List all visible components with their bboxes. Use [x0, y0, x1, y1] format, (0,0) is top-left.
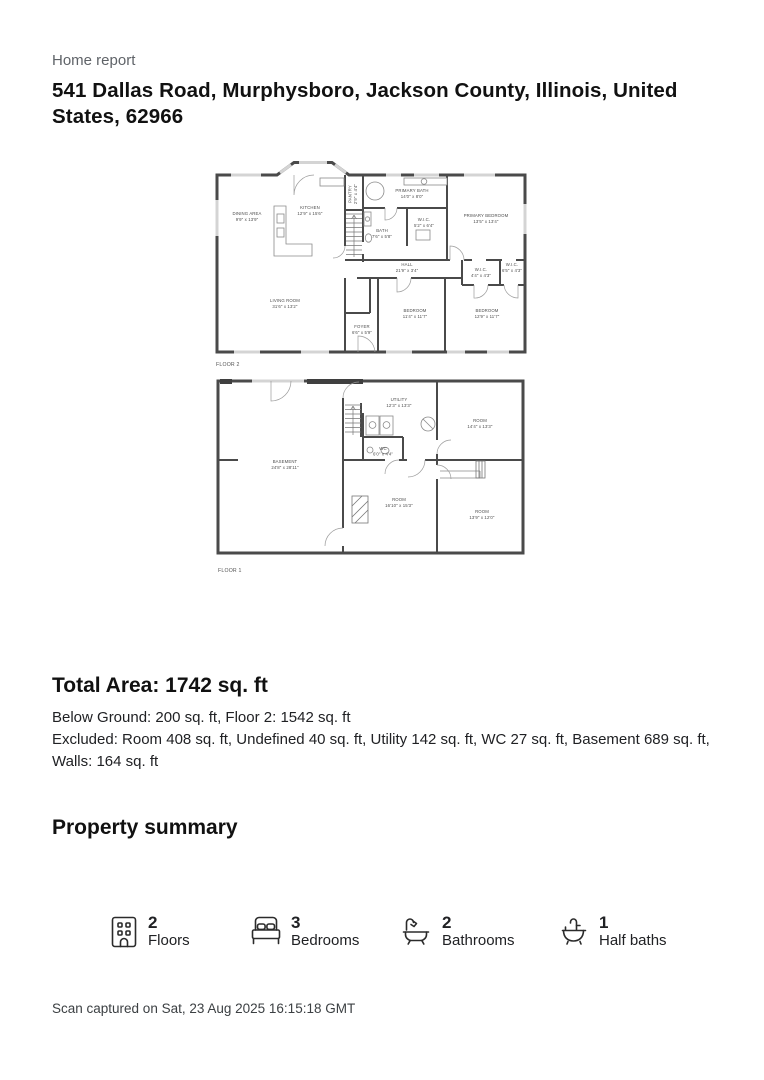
summary-value: 2	[442, 913, 452, 932]
building-icon	[111, 916, 138, 948]
bathtub-icon	[402, 916, 432, 947]
floor1-room-labels	[271, 397, 495, 520]
room-label-dims: 7'6" x 5'8"	[371, 234, 393, 239]
floor2-windows	[217, 163, 525, 353]
floor1-label: FLOOR 1	[218, 568, 242, 574]
room-label-dims: 12'3" x 13'3"	[386, 403, 412, 408]
floor1-plan	[218, 381, 523, 574]
room-label-dims: 13'5" x 13'4"	[473, 219, 499, 224]
room-label-name: W.I.C.	[417, 217, 431, 222]
room-label-dims: 13'9" x 12'0"	[469, 515, 495, 520]
summary-text	[291, 913, 359, 950]
area-excluded: Excluded: Room 408 sq. ft, Undefined 40 sq. ft, Utility 142 sq. ft, WC 27 sq. ft, Basement 689 sq. ft, Walls: 164 sq. ft	[52, 731, 710, 770]
area-breakdown: Below Ground: 200 sq. ft, Floor 2: 1542 sq. ft	[52, 709, 351, 726]
room-label-dims: 31'6" x 13'2"	[272, 304, 298, 309]
bed-icon	[251, 916, 281, 946]
room-label-dims: 14'0" x 8'0"	[400, 194, 424, 199]
summary-item-half-baths	[559, 913, 667, 950]
room-label-dims: 6'5" x 4'3"	[501, 268, 523, 273]
summary-text	[148, 913, 190, 950]
sink-icon	[559, 916, 589, 947]
property-summary-title: Property summary	[52, 816, 238, 839]
room-label-name: HALL	[401, 262, 413, 267]
summary-value: 3	[291, 913, 301, 932]
summary-item-floors	[111, 913, 190, 950]
report-label: Home report	[52, 52, 136, 69]
room-label-name: ROOM	[475, 509, 489, 514]
room-label-name: WC	[379, 446, 387, 451]
summary-label: Bedrooms	[291, 932, 360, 949]
room-label-dims: 14'4" x 13'3"	[467, 424, 493, 429]
room-label-name: KITCHEN	[300, 205, 320, 210]
floor1-interior-walls	[218, 381, 523, 553]
room-label-dims: 16'10" x 15'3"	[385, 503, 413, 508]
room-label-name: UTILITY	[390, 397, 408, 402]
room-label-dims: 24'8" x 28'11"	[271, 465, 299, 470]
room-label-dims: 21'9" x 3'4"	[395, 268, 419, 273]
summary-value: 1	[599, 913, 609, 932]
room-label-name: DINING AREA	[232, 211, 262, 216]
floor2-label: FLOOR 2	[216, 362, 240, 368]
room-label-name: ROOM	[392, 497, 406, 502]
scan-footer: Scan captured on Sat, 23 Aug 2025 16:15:18 GMT	[52, 1001, 356, 1016]
room-label-name: PRIMARY BEDROOM	[463, 213, 509, 218]
room-label-name: BEDROOM	[403, 308, 427, 313]
room-label-dims: 12'9" x 11'7"	[474, 314, 500, 319]
floor2-plan	[216, 163, 525, 369]
room-label-name: FOYER	[354, 324, 370, 329]
floor2-interior-walls	[345, 175, 525, 352]
total-area-title: Total Area: 1742 sq. ft	[52, 674, 268, 697]
room-label-name: LIVING ROOM	[270, 298, 300, 303]
summary-label: Bathrooms	[442, 932, 515, 949]
summary-label: Floors	[148, 932, 190, 949]
room-label-dims: 4'4" x 4'3"	[470, 273, 492, 278]
floor1-outer-walls	[218, 381, 523, 553]
room-label-dims: 5'2" x 6'4"	[413, 223, 435, 228]
room-label-name: W.I.C.	[474, 267, 488, 272]
room-label-dims: 9'9" x 13'9"	[235, 217, 259, 222]
summary-label: Half baths	[599, 932, 667, 949]
room-label-dims: 11'4" x 11'7"	[402, 314, 428, 319]
floor-plans	[0, 150, 764, 580]
room-label-dims: 6'6" x 5'9"	[351, 330, 373, 335]
summary-value: 2	[148, 913, 158, 932]
floor1-stairs	[345, 405, 361, 435]
summary-item-bathrooms	[402, 913, 515, 950]
room-label-name: BASEMENT	[272, 459, 298, 464]
room-label-name: ROOM	[473, 418, 487, 423]
room-label-dims: 6'0" x 4'4"	[372, 451, 394, 457]
floor1-fixtures	[352, 416, 485, 523]
room-label-name: BEDROOM	[475, 308, 499, 313]
room-label-name: PANTRY	[347, 185, 353, 203]
room-label-dims: 2'9" x 4'4"	[353, 183, 358, 205]
room-label-name: PRIMARY BATH	[395, 188, 429, 193]
room-label-dims: 12'9" x 15'6"	[297, 211, 323, 216]
summary-item-bedrooms	[251, 913, 359, 950]
room-label-name: W.I.C.	[505, 262, 519, 267]
summary-text	[599, 913, 667, 950]
address-title: 541 Dallas Road, Murphysboro, Jackson County, Illinois, United States, 62966	[52, 79, 678, 128]
summary-text	[442, 913, 515, 950]
floor2-outer-walls	[217, 163, 525, 353]
room-label-name: BATH	[376, 228, 388, 233]
floor2-stairs	[346, 214, 362, 257]
